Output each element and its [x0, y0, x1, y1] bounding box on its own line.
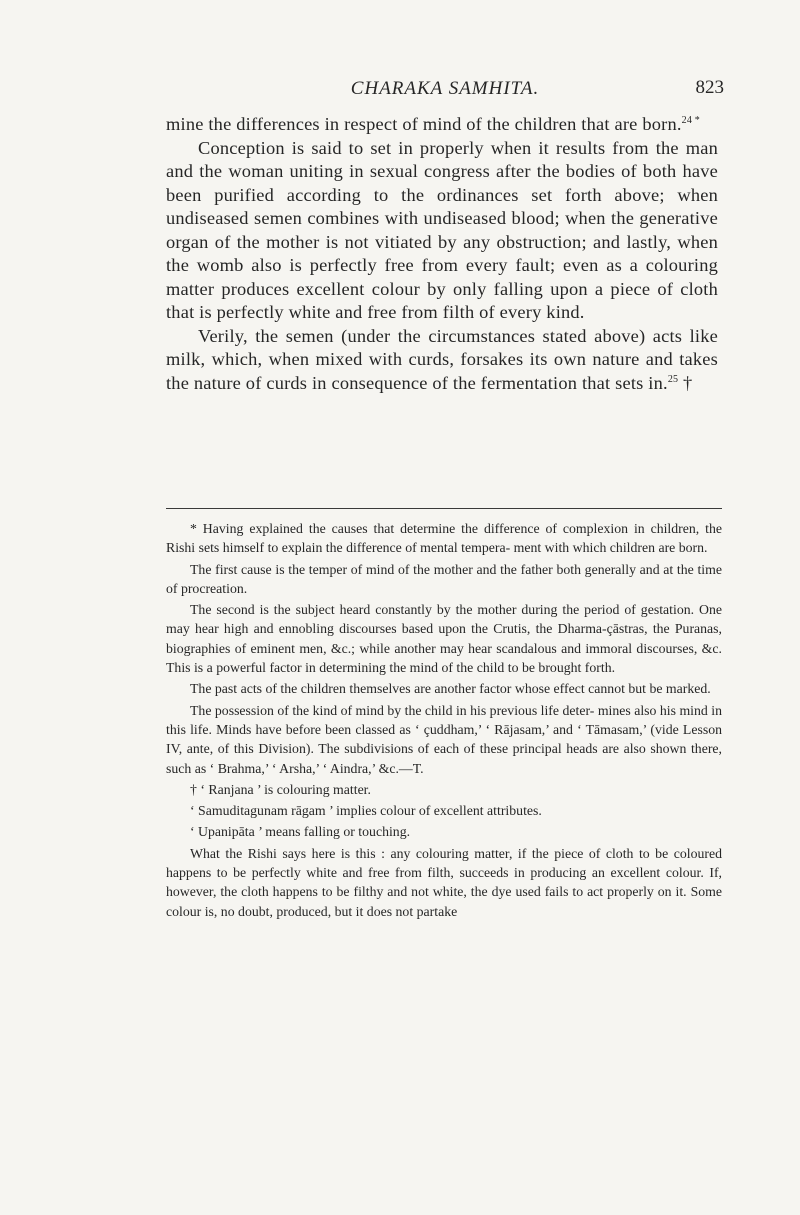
paragraph-semen — [166, 325, 718, 396]
paragraph-1-text: mine the differences in respect of mind of the children that are born. — [166, 114, 682, 134]
footnote-2: The first cause is the temper of mind of the mother and the father both generally and at the time of procreation. — [166, 561, 722, 596]
footnote-8: ‘ Upanipāta ’ means falling or touching. — [190, 824, 411, 840]
footnote-1: * Having explained the causes that determine the difference of complexion in children, the Rishi sets himself to explain the difference of mental tempera- ment with which children are born. — [166, 521, 722, 556]
header-title: CHARAKA SAMHITA. — [350, 78, 540, 99]
paragraph-3-text: Verily, the semen (under the circumstances stated above) acts like milk, which, when mixed with curds, forsakes its own nature and takes the nature of curds in consequence of the fermentation that sets in. — [166, 325, 718, 393]
main-text — [166, 113, 718, 395]
page-number: 823 — [695, 77, 724, 98]
footnotes — [166, 519, 722, 921]
paragraph-conception: Conception is said to set in properly when it results from the man and the woman uniting in sexual congress after the bodies of both have been purified according to the ordinances set forth above; when undiseased semen combines with undiseased blood; when the generative organ of the mother is not vitiated by any obstruction; and lastly, when the womb also is perfectly free from every fault; even as a colouring matter produces excellent colour by only falling upon a piece of cloth that is perfectly white and free from filth of every kind. — [166, 137, 718, 322]
footnote-6: † ‘ Ranjana ’ is colouring matter. — [190, 781, 371, 797]
dagger-mark: † — [678, 372, 693, 393]
footnote-4: The past acts of the children themselves are another factor whose effect cannot but be marked. — [190, 681, 711, 697]
footnote-ref-24: 24 * — [681, 115, 700, 126]
running-header — [166, 74, 724, 102]
footnote-3: The second is the subject heard constantly by the mother during the period of gestation. One may hear high and ennobling discourses based upon the Crutis, the Dharma-çāstras, the Puranas, biographies of eminent men, &c.; while another may hear scandalous and immoral discourses, &c. This is a powerful factor in determining the mind of the child to be brought forth. — [166, 602, 722, 676]
footnote-ref-25: 25 — [667, 373, 679, 385]
footnote-divider — [166, 508, 722, 509]
footnote-9: What the Rishi says here is this : any colouring matter, if the piece of cloth to be coloured happens to be perfectly white and free from filth, succeeds in producing an excellent colour. If, however, the cloth happens to be filthy and not white, the dye used fails to act properly on it. Some colour is, no doubt, produced, but it does not partake — [166, 845, 722, 919]
paragraph-continued — [166, 113, 718, 137]
footnote-7: ‘ Samuditagunam rāgam ’ implies colour of excellent attributes. — [190, 803, 542, 819]
footnote-5: The possession of the kind of mind by the child in his previous life deter- mines also his mind in this life. Minds have before been classed as ‘ çuddham,’ ‘ Rājasam,’ and ‘ Tāmasam,’ (vide Lesson IV, ante, of this Division). The subdivisions of each of these principal heads are also shown there, such as ‘ Brahma,’ ‘ Arsha,’ ‘ Aindra,’ &c.—T. — [166, 702, 722, 776]
